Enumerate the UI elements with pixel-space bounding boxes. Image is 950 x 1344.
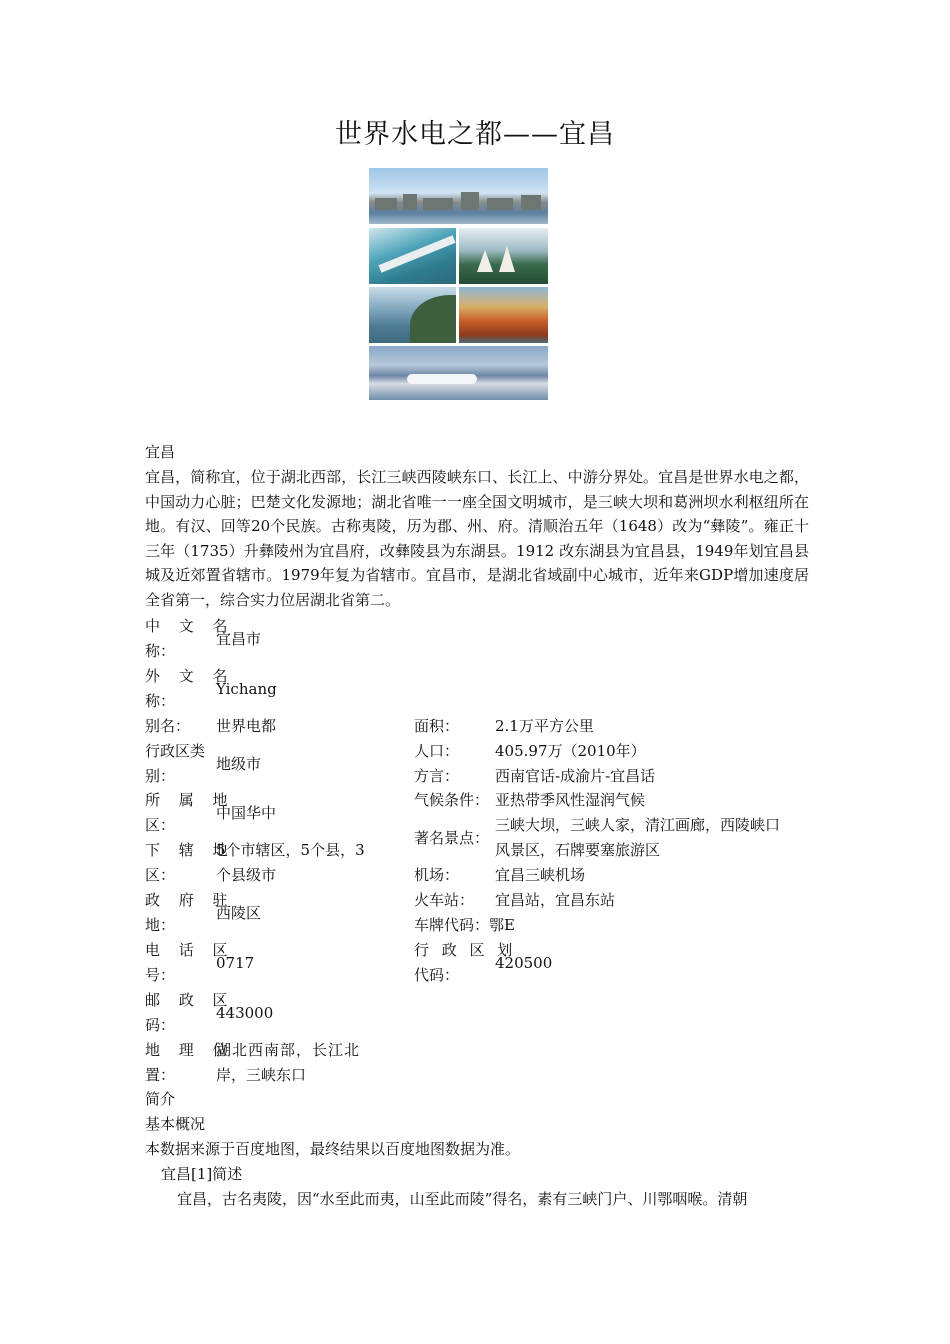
climate-value: 亚热带季风性湿润气候 (495, 791, 646, 809)
admin-type-value: 地级市 (216, 755, 262, 773)
dam-photo (369, 228, 456, 284)
railway-value: 宜昌站，宜昌东站 (495, 891, 616, 909)
plate-value: 鄂E (489, 916, 515, 934)
sailboat-photo (459, 228, 548, 284)
climate-label: 气候条件： (414, 791, 490, 809)
alias-value: 世界电都 (216, 717, 277, 735)
attractions-value: 三峡大坝，三峡人家，清江画廊，西陵峡口 (495, 816, 781, 834)
data-source-note: 本数据来源于百度地图，最终结果以百度地图数据为准。 (145, 1140, 521, 1158)
seat-label: 政 府 驻 (145, 891, 235, 909)
admin-type-label: 行政区类 (145, 742, 206, 760)
subdivisions-value: 5个市辖区，5个县，3 (216, 841, 365, 859)
attractions-value-cont: 风景区，石牌要塞旅游区 (495, 841, 661, 859)
chinese-name-value: 宜昌市 (216, 630, 262, 648)
chinese-name-label-cont: 称： (145, 642, 176, 660)
division-code-label-cont: 代码： (414, 966, 460, 984)
foreign-name-label-cont: 称： (145, 692, 176, 710)
postal-label: 邮 政 区 (145, 991, 235, 1009)
intro-heading: 简介 (145, 1090, 176, 1108)
region-label: 所 属 地 (145, 791, 235, 809)
summary-subheading: 宜昌[1]简述 (161, 1165, 243, 1183)
overview-heading: 基本概况 (145, 1115, 206, 1133)
region-value: 中国华中 (216, 804, 277, 822)
plate-label: 车牌代码： (414, 916, 490, 934)
pagoda-river-photo (369, 287, 456, 343)
intro-paragraph: 宜昌，简称宜，位于湖北西部，长江三峡西陵峡东口、长江上、中游分界处。宜昌是世界水电之都，中国动力心脏；巴楚文化发源地；湖北省唯一一座全国文明城市，是三峡大坝和葛洲坝水利枢纽所在地。有汉、回等20个民族。古称夷陵，历为郡、州、府。清顺治五年（1648）改为“彝陵”。雍正十三年（1735）升彝陵州为宜昌府，改彝陵县为东湖县。1912 改东湖县为宜昌县，1949年划宜昌县城及近郊置省辖市。1979年复为省辖市。宜昌市，是湖北省域副中心城市，近年来GDP增加速度居全省第一，综合实力位居湖北省第二。 (145, 468, 809, 609)
area-code-label-cont: 号： (145, 966, 176, 984)
region-label-cont: 区： (145, 816, 176, 834)
seat-value: 西陵区 (216, 904, 262, 922)
postal-value: 443000 (216, 1004, 274, 1022)
area-label: 面积： (414, 717, 460, 735)
division-code-value: 420500 (495, 954, 553, 972)
area-code-label: 电 话 区 (145, 941, 235, 959)
population-label: 人口： (414, 742, 460, 760)
document-title: 世界水电之都——宜昌 (335, 119, 615, 150)
population-value: 405.97万（2010年） (495, 742, 646, 760)
dialect-value: 西南官话-成渝片-宜昌话 (495, 767, 656, 785)
autumn-gorge-photo (459, 287, 548, 343)
alias-label: 别名： (145, 717, 191, 735)
attractions-label: 著名景点： (414, 829, 490, 847)
railway-label: 火车站： (414, 891, 475, 909)
summary-paragraph: 宜昌，古名夷陵，因“水至此而夷，山至此而陵”得名，素有三峡门户、川鄂咽喉。清朝 (177, 1190, 748, 1208)
airport-value: 宜昌三峡机场 (495, 866, 586, 884)
city-photo-collage (369, 168, 548, 400)
subdivisions-value-cont: 个县级市 (216, 866, 277, 884)
foreign-name-label: 外 文 名 (145, 667, 235, 685)
foreign-name-value: Yichang (216, 680, 277, 698)
location-value: 湖北西南部，长江北 (216, 1041, 361, 1059)
seat-label-cont: 地： (145, 916, 176, 934)
subdivisions-label-cont: 区： (145, 866, 176, 884)
location-value-cont: 岸，三峡东口 (216, 1066, 307, 1084)
dialect-label: 方言： (414, 767, 460, 785)
subdivisions-label: 下 辖 地 (145, 841, 235, 859)
skyline-photo (369, 168, 548, 224)
airport-label: 机场： (414, 866, 460, 884)
location-label-cont: 置： (145, 1066, 176, 1084)
postal-label-cont: 码： (145, 1016, 176, 1034)
chinese-name-label: 中 文 名 (145, 617, 235, 635)
area-value: 2.1万平方公里 (495, 717, 594, 735)
area-code-value: 0717 (216, 954, 255, 972)
section-heading: 宜昌 (145, 443, 176, 461)
location-label: 地 理 位 (145, 1041, 235, 1059)
river-valley-photo (369, 346, 548, 400)
admin-type-label-cont: 别： (145, 767, 176, 785)
division-code-label: 行 政 区 划 (414, 941, 517, 959)
